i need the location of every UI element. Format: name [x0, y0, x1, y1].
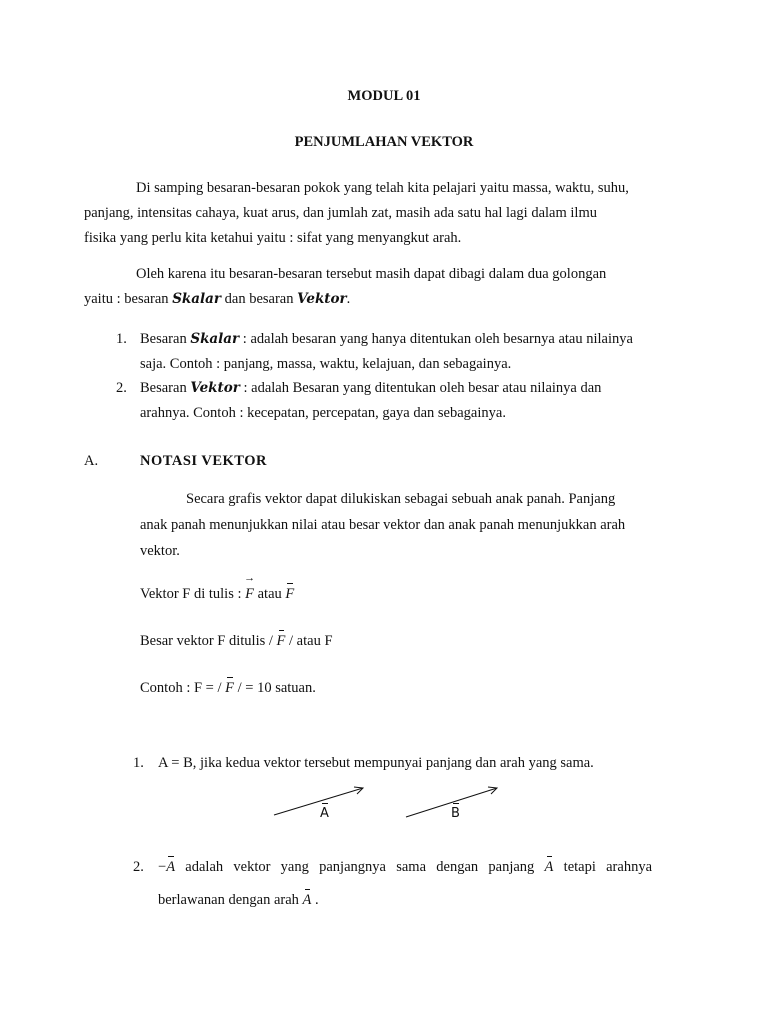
list2-item-2-line-1: −A adalah vektor yang panjangnya sama dengan panjang A tetapi arahnya — [158, 859, 653, 875]
module-subtitle: PENJUMLAHAN VEKTOR — [294, 134, 474, 150]
list-item-line: Besaran Skalar : adalah besaran yang hanya ditentukan oleh besarnya atau nilainya — [140, 331, 633, 347]
vector-f-bar-notation: F — [285, 586, 295, 602]
intro-p1-line-2: panjang, intensitas cahaya, kuat arus, dan jumlah zat, masih ada satu hal lagi dalam ilmu — [84, 205, 597, 221]
list-item-skalar — [140, 327, 674, 377]
list-item-vektor — [140, 376, 674, 426]
list-item-num: 1. — [116, 331, 127, 347]
list2-item-1-num: 1. — [133, 755, 144, 771]
example-line: Contoh : F = / F / = 10 satuan. — [140, 680, 316, 696]
vector-b-label: B — [451, 806, 460, 821]
list2-item-2-num: 2. — [133, 859, 144, 875]
magnitude-line: Besar vektor F ditulis / F / atau F — [140, 633, 333, 649]
list-item-line: arahnya. Contoh : kecepatan, percepatan, gaya dan sebagainya. — [140, 405, 506, 421]
module-title: MODUL 01 — [347, 88, 421, 104]
vectors-a-b-diagram — [265, 782, 515, 822]
intro-paragraph-2 — [84, 262, 674, 312]
intro-p1-line-1: Di samping besaran-besaran pokok yang telah kita pelajari yaitu massa, waktu, suhu, — [136, 180, 629, 196]
list-item-line: Besaran Vektor : adalah Besaran yang ditentukan oleh besar atau nilainya dan — [140, 380, 602, 396]
list2-item-2-line-2: berlawanan dengan arah A . — [158, 892, 319, 908]
vector-f-arrow-notation: → F — [244, 572, 256, 602]
term-skalar: Skalar — [172, 291, 222, 307]
section-a-line-3: vektor. — [140, 543, 180, 559]
intro-p2-line-1: Oleh karena itu besaran-besaran tersebut masih dapat dibagi dalam dua golongan — [136, 266, 607, 282]
vector-a-label: A — [320, 806, 329, 821]
section-a-line-1: Secara grafis vektor dapat dilukiskan sebagai sebuah anak panah. Panjang — [186, 491, 616, 507]
intro-p2-line-2: yaitu : besaran Skalar dan besaran Vektor. — [84, 291, 351, 307]
section-heading: NOTASI VEKTOR — [140, 453, 267, 469]
term-vektor: Vektor — [297, 291, 347, 307]
list-item-num: 2. — [116, 380, 127, 396]
section-a-line-2: anak panah menunjukkan nilai atau besar vektor dan anak panah menunjukkan arah — [140, 517, 626, 533]
vector-a-arrow — [274, 787, 363, 815]
intro-paragraph-1 — [84, 176, 674, 251]
section-label: A. — [84, 453, 99, 469]
list-item-line: saja. Contoh : panjang, massa, waktu, kelajuan, dan sebagainya. — [140, 356, 512, 372]
notation-line: Vektor F di tulis : → F atau F — [140, 572, 295, 602]
section-a-paragraph — [140, 486, 674, 564]
list2-item-1-text: A = B, jika kedua vektor tersebut mempunyai panjang dan arah yang sama. — [158, 755, 594, 771]
intro-p1-line-3: fisika yang perlu kita ketahui yaitu : sifat yang menyangkut arah. — [84, 230, 462, 246]
